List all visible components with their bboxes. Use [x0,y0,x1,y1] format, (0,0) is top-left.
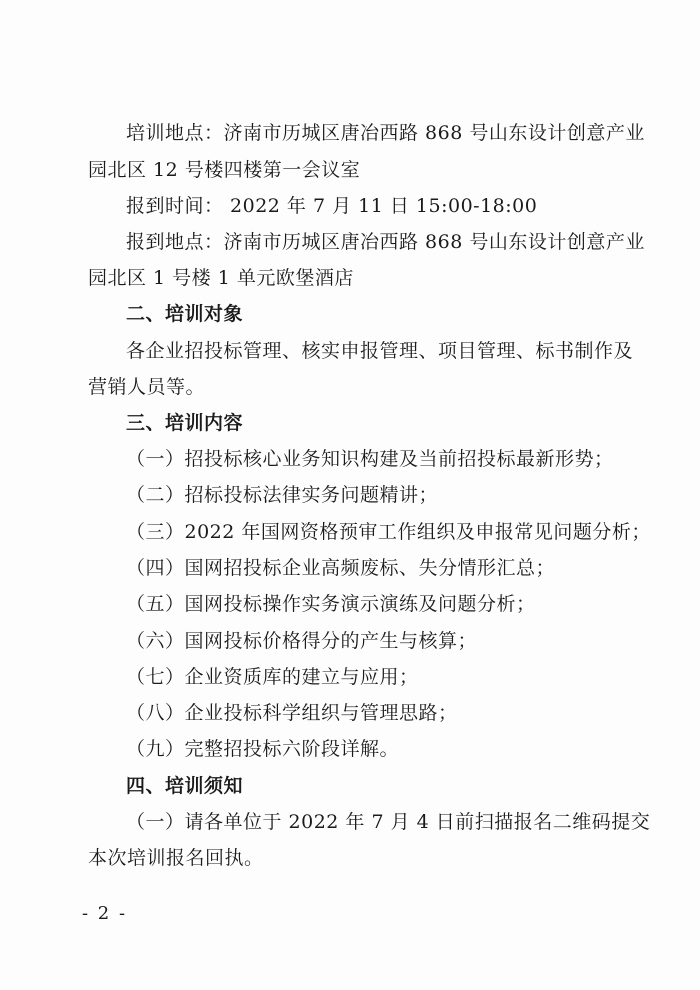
section2-heading: 二、培训对象 [126,303,244,325]
registration-location-line2: 园北区 1 号楼 1 单元欧堡酒店 [88,267,354,289]
section4-item1-line2: 本次培训报名回执。 [88,847,264,869]
training-location-line2: 园北区 12 号楼四楼第一会议室 [88,159,361,181]
section3-item: （二）招标投标法律实务问题精讲； [126,484,439,506]
section3-item: （九）完整招投标六阶段详解。 [126,738,400,760]
section3-item: （六）国网投标价格得分的产生与核算； [126,630,478,652]
page-number: - 2 - [82,903,128,924]
section3-item: （五）国网投标操作实务演示演练及问题分析； [126,593,536,615]
registration-location-line1: 报到地点：济南市历城区唐冶西路 868 号山东设计创意产业 [126,231,645,253]
section3-item: （三）2022 年国网资格预审工作组织及申报常见问题分析； [126,521,651,543]
section4-item1-line1: （一）请各单位于 2022 年 7 月 4 日前扫描报名二维码提交 [126,811,651,833]
section4-heading: 四、培训须知 [126,775,244,797]
section3-item: （七）企业资质库的建立与应用； [126,666,419,688]
section3-item: （四）国网招投标企业高频废标、失分情形汇总； [126,557,556,579]
section2-body-line2: 营销人员等。 [88,376,206,398]
section3-heading: 三、培训内容 [126,412,244,434]
training-location-line1: 培训地点：济南市历城区唐冶西路 868 号山东设计创意产业 [126,122,645,144]
section3-item: （一）招投标核心业务知识构建及当前招投标最新形势； [126,448,614,470]
section3-item: （八）企业投标科学组织与管理思路； [126,702,458,724]
section2-body-line1: 各企业招投标管理、核实申报管理、项目管理、标书制作及 [126,340,634,362]
registration-time: 报到时间： 2022 年 7 月 11 日 15:00-18:00 [126,195,538,217]
